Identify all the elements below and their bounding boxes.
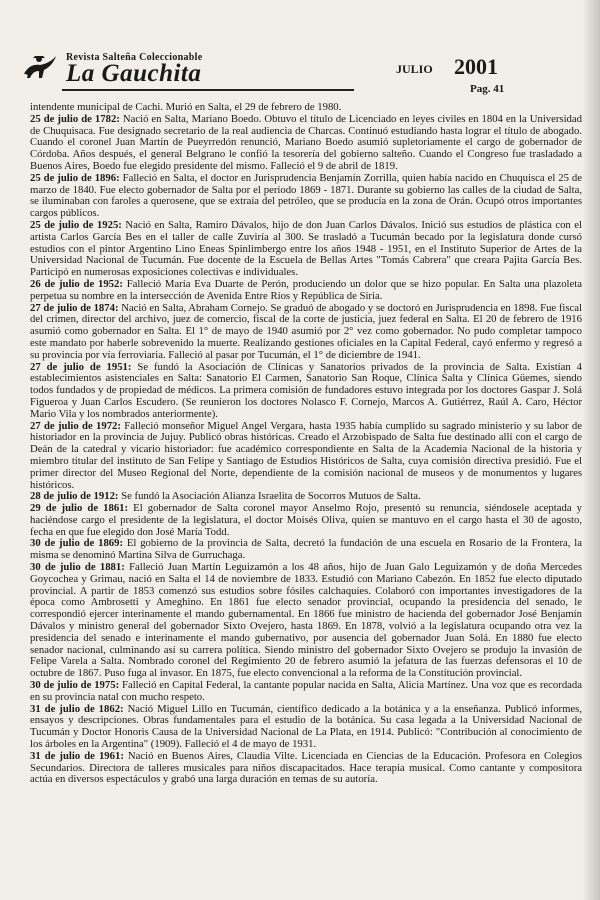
entry-date: 27 de julio de 1972:	[30, 419, 121, 432]
entry-date: 31 de julio de 1862:	[30, 702, 124, 715]
entry-text: El gobernador de Salta coronel mayor Anselmo Rojo, presentó su renuncia, siéndosele aceptada y haciéndose cargo el presidente de la legislatura, el doctor Moisés Oliva, quien se mantuvo en el cargo hasta el 30 de agosto, fecha en que fue elegido don José María Todd.	[30, 502, 582, 538]
entry-text: Falleció María Eva Duarte de Perón, produciendo un dolor que se hizo popular. En Salta una plazoleta perpetua su nombre en la intersección de Avenida Entre Ríos y República de Siria.	[30, 277, 582, 302]
entry-text: Nació en Buenos Aires, Claudia Vilte. Licenciada en Ciencias de la Educación. Profesora en Colegios Secundarios. Directora de talleres musicales para niños discapacitados. Hace terapia musical. Como cantante y compositora actúa en diversos espectáculos y grabó una larga duración en temas de su autoría.	[30, 749, 582, 786]
entry-text: Falleció en Capital Federal, la cantante popular nacida en Salta, Alicia Martínez. Una voz que es recordada en su provincia natal con mucho respeto.	[30, 679, 582, 703]
gaucho-rider-logo-icon	[22, 52, 58, 82]
magazine-subtitle: Revista Salteña Coleccionable	[66, 52, 203, 63]
entry-text: Nació en Salta, Mariano Boedo. Obtuvo el título de Licenciado en leyes civiles en 1804 en la Universidad de Chuquisaca. Fue designado secretario de la real audiencia de Charcas. Continuó estudiando hasta lograr el título de abogado. Cuando el coronel Juan Martín de Pueyrredón renunció, Mariano Boedo asumió supletoriamente el cargo de gobernador de Córdoba. Años después, el general Belgrano le confió la tesorería del gobierno salteño. Cuando el Congreso fue trasladado a Buenos Aires, Boedo fue elegido presidente del mismo. Falleció el 9 de abril de 1819.	[30, 112, 582, 172]
entry-text: Falleció Juan Martín Leguizamón a los 48 años, hijo de Juan Galo Leguizamón y de doña Mercedes Goycochea y Grimau, nació en Salta el 14 de noviembre de 1833. Estudió con Mariano Cabezón. En 1852 fue electo diputado provincial. A partir de 1853 comenzó sus estudios sobre fósiles calchaquíes. Colaboró con importantes investigadores de la época como Ambrosetti y Ameghino. En 1861 fue electo senador provincial, ocupando la presidencia del senado, le correspondió ejercer interinamente el mando gubernamental. En 1866 fue ministro de hacienda del gobernador José Benjamín Dávalos y ministro general del gobernador Sixto Ovejero, hasta 1869. En 1878, volvió a la legislatura ocupando otra vez la presidencia del senado e interinamente el mando gubernativo, por ausencia del gobernador Juan Solá. En 1880 fue electo senador nacional, culminando así su carrera política. Siendo ministro del gobernador Sixto Ovejero se produjo la invasión de Felipe Varela a Salta. Nombrado coronel del Regimiento 20 de febrero asumió la jefatura de las fuerzas defensoras el 10 de octubre de 1867. Puso fuga al invasor. En 1875, fue electo convencional a la reforma de la Constitución provincial.	[30, 561, 583, 680]
entry-text: Nació Miguel Lillo en Tucumán, científico dedicado a la botánica y a la enseñanza. Publicó informes, ensayos y descripciones. Obras fundamentales para el estudio de la botánica. Su casa legada a la Universidad Nacional de Tucumán y Doctor Honoris Causa de la Universidad Nacional de La Plata, en 1914. Publicó: "Contribución al conocimiento de los árboles en la Argentina" (1909). Falleció el 4 de mayo de 1931.	[30, 702, 582, 751]
entry-date: 30 de julio de 1975:	[30, 679, 120, 692]
entry-text: Falleció en Salta, el doctor en Jurisprudencia Benjamín Zorrilla, quien había nacido en Chuquisca el 25 de marzo de 1840. Fue electo gobernador de Salta por el período 1869 - 1871. Durante su gobierno las calles de la ciudad de Salta, se iluminaban con faroles a querosene, que se extraía del petróleo, que se producía en la zona de Orán. Ocupó otros importantes cargos públicos.	[30, 171, 582, 220]
entry-text: intendente municipal de Cachi. Murió en Salta, el 29 de febrero de 1980.	[30, 101, 342, 113]
entry-paragraph	[30, 538, 582, 562]
entry-text: Nació en Salta, Abraham Cornejo. Se graduó de abogado y se doctoró en Jurisprudencia en 1898. Fue fiscal del crimen, director del archivo, juez de comercio, fiscal de la corte de justicia, juez federal en Salta. El 20 de febrero de 1916 asumió como gobernador en Salta. El 1° de mayo de 1940 asumió por 2° vez como gobernador. No pudo completar tampoco este mandato por haberle sobrevenido la muerte. Realizando gestiones oficiales en la Capital Federal, cayó enfermo y regresó a su provincia por vía ferroviaria. Falleció al pasar por Tucumán, el 1° de diciembre de 1941.	[30, 301, 582, 361]
entry-date: 28 de julio de 1912:	[30, 490, 119, 503]
entry-date: 27 de julio de 1951:	[30, 360, 132, 373]
entry-text: Se fundó la Asociación de Clínicas y Sanatorios privados de la provincia de Salta. Existían 4 establecimientos asistenciales en Salta: Sanatorio El Carmen, Sanatorio San Roque, Clínica Salta y Clínica Güemes, siendo todos fundados y de propiedad de médicos. La primera comisión de fundadores estuvo integrada por los doctores Gaspar J. Solá Figueroa y Juan Carlos Escudero. (Se reunieron los doctores Nolasco F. Cornejo, Marcos A. Gutiérrez, Raúl A. Caro, Héctor Mario Vila y los nombrados anteriormente).	[30, 360, 582, 420]
page-header	[22, 52, 582, 102]
entry-paragraph	[30, 751, 582, 786]
entry-paragraph	[30, 680, 582, 704]
entry-date: 26 de julio de 1952:	[30, 277, 123, 290]
entry-paragraph	[30, 362, 582, 421]
magazine-title: La Gauchita	[66, 60, 202, 87]
entry-paragraph	[30, 173, 582, 220]
ephemeris-body	[30, 102, 582, 786]
header-rule	[62, 89, 354, 91]
entry-text: Nació en Salta, Ramiro Dávalos, hijo de don Juan Carlos Dávalos. Inició sus estudios de plástica con el artista Carlos García Bes en el taller de calle Zuviría al 300. Se trasladó a Tucumán becado por la legislatura donde cursó estudios con el pintor Argentino Lino Eneas Spinlimbergo entre los años 1948 - 1951, en el Instituto Superior de Artes de la Universidad Nacional de Tucumán. Fue docente de la Escuela de Bellas Artes "Tomás Cabrera" que creara Pajita García Bes. Participó en numerosas exposiciones colectivas e individuales.	[30, 218, 583, 279]
entry-paragraph	[30, 114, 582, 173]
entry-text: El gobierno de la provincia de Salta, decretó la fundación de una escuela en Rosario de la Frontera, la misma se denominó Martina Silva de Gurruchaga.	[30, 537, 582, 562]
entry-paragraph	[30, 503, 582, 538]
entry-date: 30 de julio de 1869:	[30, 537, 124, 550]
entry-paragraph	[30, 220, 582, 279]
entry-date: 25 de julio de 1782:	[30, 112, 120, 125]
entry-paragraph	[30, 279, 582, 303]
entry-paragraph	[30, 421, 582, 492]
entry-date: 27 de julio de 1874:	[30, 301, 119, 314]
entry-date: 25 de julio de 1896:	[30, 171, 120, 184]
entry-paragraph	[30, 704, 582, 751]
entry-text: Falleció monseñor Miguel Angel Vergara, hasta 1935 había cumplido su sagrado ministerio y su labor de historiador en la provincia de Jujuy. Publicó obras históricas. Creado el Arzobispado de Salta fue destinado allí con el cargo de Deán de la catedral y vicario historiador: fue académico correspondiente en Salta de la Academia Nacional de la historia y miembro titular del instituto de San Felipe y Santiago de Estudios Históricos de Salta, cuya comisión directiva presidió. Fue el primer director del Museo Regional del Norte, dependiente de la comisión nacional de museos y de monumentos y lugares históricos.	[30, 419, 582, 491]
page-number: Pag. 41	[470, 83, 505, 95]
issue-month: JULIO	[396, 62, 433, 76]
entry-text: Se fundó la Asociación Alianza Israelita de Socorros Mutuos de Salta.	[121, 490, 421, 503]
entry-date: 25 de julio de 1925:	[30, 218, 122, 231]
entry-date: 31 de julio de 1961:	[30, 749, 124, 762]
entry-date: 29 de julio de 1861:	[30, 502, 129, 515]
issue-year: 2001	[454, 54, 498, 79]
entry-paragraph	[30, 562, 582, 680]
entry-date: 30 de julio de 1881:	[30, 561, 125, 574]
entry-paragraph	[30, 303, 582, 362]
